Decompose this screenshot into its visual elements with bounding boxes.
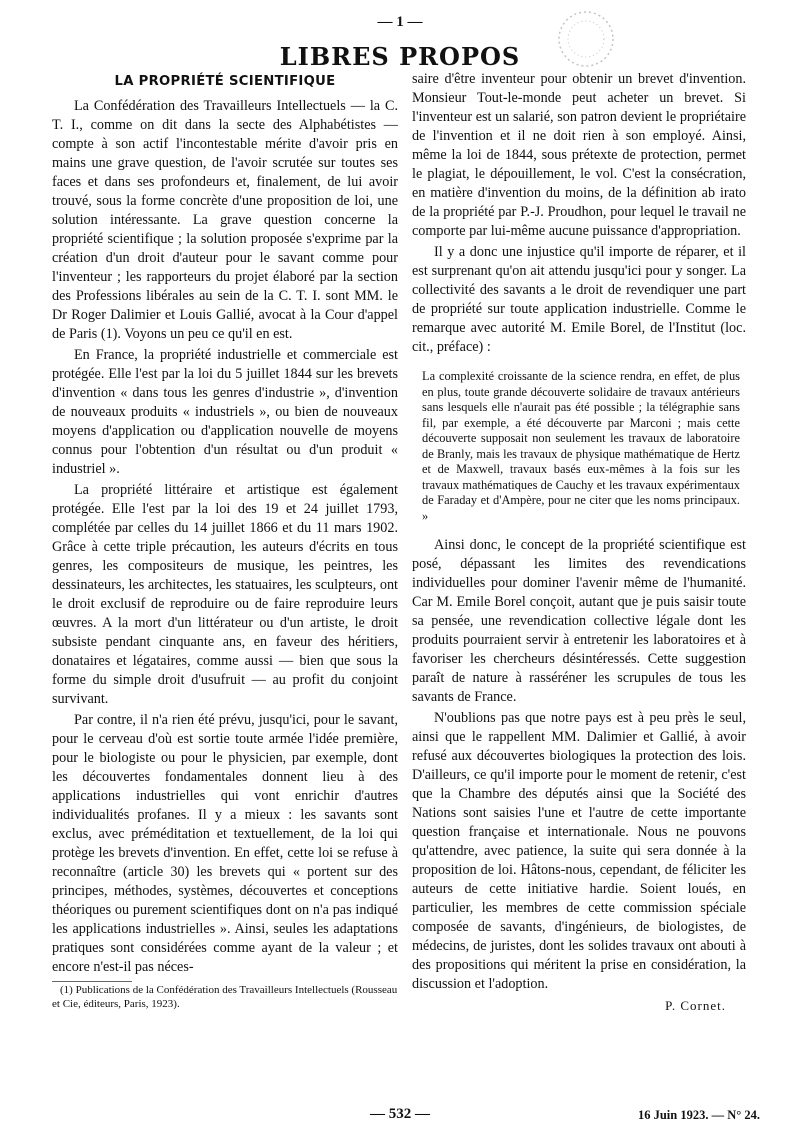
page-number-bottom: — 532 —	[370, 1106, 430, 1122]
author-signature: P. Cornet.	[665, 998, 726, 1013]
issue-date: 16 Juin 1923. — N° 24.	[637, 1108, 760, 1122]
paragraph-injustice: Il y a donc une injustice qu'il importe de réparer, et il est surprenant qu'on ait attendu jusqu'ici pour y songer. La collectivité des savants a le droit de revendiquer une part de propriété sur toute application industrielle. Comme le remarque avec autorité M. Emile Borel, de l'Institut (loc. cit., préface) :	[412, 244, 746, 355]
paragraph-1: La Confédération des Travailleurs Intellectuels — la C. T. I., comme on dit dans la secte des Alphabétistes — compte à son actif l'incontestable mérite d'avoir pris en mains une grave question, de l'avoir scrutée sur toutes ses faces et dans ses profondeurs et, finalement, de lui avoir trouvé, sous la forme concrète d'une proposition de loi, une solution intéressante. La grave question concerne la propriété scientifique ; la solution proposée s'exprime par la création d'un droit d'auteur pour le savant comme pour l'inventeur ; les rapporteurs du projet élaboré par la section des Professions libérales au sein de la C. T. I. sont MM. le Dr Roger Dalimier et Louis Gallié, avocat à la Cour d'appel de Paris (1). Voyons un peu ce qu'il en est.	[52, 98, 398, 342]
paragraph-conclusion: N'oublions pas que notre pays est à peu près le seul, ainsi que le rappellent MM. Dalimier et Gallié, à avoir refusé aux découvertes biologiques la protection des lois. D'ailleurs, ce qu'il importe pour le moment de retenir, c'est que la Chambre des députés ainsi que la Société des Nations sont saisies l'une et l'autre de cette importante question française et internationale. Nous ne pouvons qu'attendre, avec patience, la suite qui sera donnée à la proposition de loi. Hâtons-nous, cependant, de féliciter les auteurs de cette initiative hardie. Soient loués, en particulier, les membres de cette commission spéciale composée de savants, d'ingénieurs, de biologistes, de médecins, de juristes, dont les solides travaux ont abouti à des propositions qui méritent la prise en considération, la discussion et l'adoption.	[412, 710, 746, 992]
masthead-title: LIBRES PROPOS	[279, 42, 521, 71]
paragraph-4: Par contre, il n'a rien été prévu, jusqu'ici, pour le savant, pour le cerveau d'où est sortie toute armée l'idée première, pour le biologiste ou pour le physicien, par exemple, dont les découvertes fondamentales donnent lieu à des applications industrielles qui vont enrichir d'autres individualités profanes. Il y a mieux : les savants sont exclus, avec préméditation et textuellement, de la loi qui protège les brevets d'invention. En effet, cette loi se refuse à reconnaître (article 30) les brevets qui « portent sur des principes, méthodes, systèmes, découvertes et conceptions théoriques ou purement scientifiques dont on n'a pas indiqué les applications industrielles ». Ainsi, seules les adaptations pratiques sont considérées comme ayant de la valeur ; et encore n'est-il pas néces-	[52, 712, 398, 975]
paragraph-continuation: saire d'être inventeur pour obtenir un brevet d'invention. Monsieur Tout-le-monde peut acheter un brevet. Si l'inventeur est un salarié, son patron devient le propriétaire de l'invention et il ne doit rien à son employé. Ainsi, même la loi de 1844, sous prétexte de protection, permet le plagiat, le dépouillement, le vol. C'est la consécration, en matière d'invention du moins, de la définition ab irato de la propriété par P.-J. Proudhon, pour lequel le travail ne comporte par lui-même aucune puissance d'appropriation.	[412, 71, 746, 239]
paragraph-concept: Ainsi donc, le concept de la propriété scientifique est posé, dépassant les limites des revendications individuelles pour dominer l'avenir même de l'humanité. Car M. Emile Borel conçoit, autant que je puis saisir toute sa pensée, une revendication collective légale dont les produits pourraient servir à entretenir les laboratoires et à favoriser les chercheurs désintéressés. Cette suggestion paraît de nature à rasséréner les scrupules de tous les savants de France.	[412, 537, 746, 705]
paragraph-3: La propriété littéraire et artistique est également protégée. Elle l'est par la loi des 19 et 24 juillet 1793, complétée par celles du 14 juillet 1866 et du 11 mars 1902. Grâce à cette triple précaution, les auteurs d'écrits en tous genres, les compositeurs de musique, les peintres, les dessinateurs, les architectes, les statuaires, les sculpteurs, ont le droit exclusif de reproduire ou de faire reproduire leurs œuvres. A la mort d'un littérateur ou d'un artiste, le droit subsiste pendant cinquante ans, en faveur des héritiers, donataires et légataires, comme aussi — bien que sous la forme du simple droit d'usufruit — au profit du conjoint survivant.	[52, 482, 398, 707]
page-number-top: — 1 —	[377, 14, 423, 30]
footnote: (1) Publications de la Confédération des Travailleurs Intellectuels (Rousseau et Cie, éditeurs, Paris, 1923).	[52, 984, 398, 1010]
right-column	[412, 70, 746, 1015]
left-column	[52, 72, 398, 1011]
borel-quote: La complexité croissante de la science rendra, en effet, de plus en plus, toute grande découverte solidaire de travaux antérieurs sans lesquels elle n'aurait pas été possible ; la télégraphie sans fil, par exemple, a été découverte par Marconi ; mais cette découverte supposait non seulement les travaux de laboratoire de Branly, mais les travaux de physique mathématique de Hertz et de Maxwell, travaux basés eux-mêmes à la fois sur les travaux mathématiques de Cauchy et les travaux expérimentaux de Faraday et d'Ampère, pour ne citer que les noms principaux. »	[422, 369, 740, 523]
paragraph-2: En France, la propriété industrielle et commerciale est protégée. Elle l'est par la loi du 5 juillet 1844 sur les brevets d'invention « dans tous les genres d'industrie », d'invention de nouveaux produits « industriels », ou bien de nouveaux moyens d'application ou d'application nouvelle de moyens connus pour l'obtention d'un résultat ou d'un produit « industriel ».	[52, 347, 398, 477]
article-title: LA PROPRIÉTÉ SCIENTIFIQUE	[114, 74, 336, 89]
